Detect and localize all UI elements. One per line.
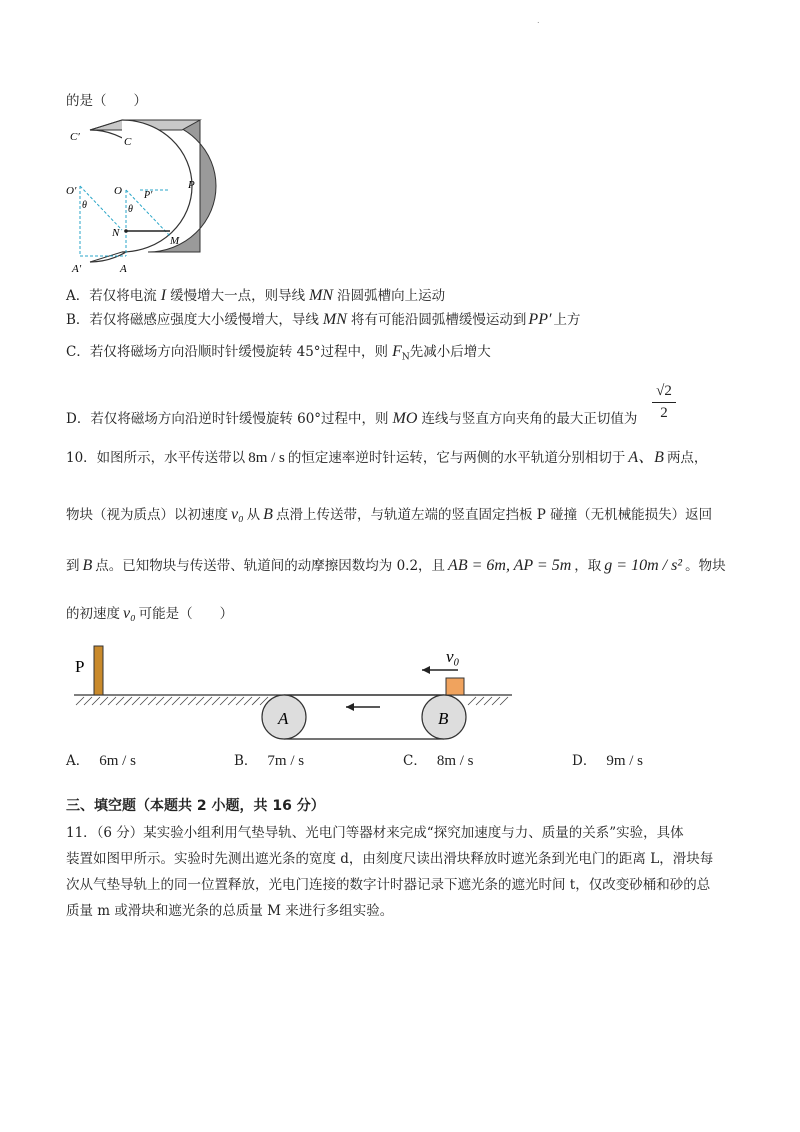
q9-option-a: A．若仅将电流 I 缓慢增大一点，则导线 MN 沿圆弧槽向上运动 [66, 287, 446, 304]
label-a: A [120, 263, 127, 275]
q11-line-1: 11．（6 分）某实验小组利用气垫导轨、光电门等器材来完成“探究加速度与力、质量的关系”实验，具体 [66, 825, 684, 841]
q10-option-a: A． 6m / s [66, 753, 136, 769]
q10-line-2: 物块（视为质点）以初速度 v₀ 从 B 点滑上传送带，与轨道左端的竖直固定挡板 P 碰撞（无机械能损失）返回 [66, 506, 713, 523]
label-a-prime: A′ [72, 263, 82, 275]
groove-figure [62, 112, 222, 277]
q9-d-fraction-num: √2 [656, 383, 672, 399]
q9-option-c: C．若仅将磁场方向沿顺时针缓慢旋转 45°过程中，则 $F_N$先减小后增大 [66, 343, 491, 363]
label-c: C [124, 136, 132, 148]
q9-option-b: B．若仅将磁感应强度大小缓慢增大，导线 MN 将有可能沿圆弧槽缓慢运动到 PP′ 上方 [66, 311, 581, 328]
q11-line-4: 质量 m 或滑块和遮光条的总质量 M 来进行多组实验。 [66, 903, 394, 919]
label-o-prime: O′ [66, 185, 77, 197]
label-m: M [170, 235, 180, 247]
belt-arrow-icon [346, 703, 354, 711]
label-n: N [112, 227, 120, 239]
q9-stem-tail: 的是（ ） [66, 93, 147, 109]
label-roller-b: B [438, 709, 449, 728]
q9-d-fraction-den: 2 [660, 405, 668, 421]
q10-line-4: 的初速度 v₀ 可能是（ ） [66, 605, 234, 622]
q9-option-d: D．若仅将磁场方向沿逆时针缓慢旋转 60°过程中，则 MO 连线与竖直方向夹角的最大正切值为 [66, 410, 638, 427]
q10-line-3: 到 B 点。已知物块与传送带、轨道间的动摩擦因数均为 0.2，且 AB = 6m, AP = 5m ，取 g = 10m / s² 。物块 [66, 557, 726, 574]
label-c-prime: C′ [70, 131, 80, 143]
label-roller-a: A [278, 709, 289, 728]
section-3-title: 三、填空题（本题共 2 小题，共 16 分） [66, 798, 325, 814]
label-p-prime: P′ [144, 190, 153, 201]
q11-line-3: 次从气垫导轨上的同一位置释放，光电门连接的数字计时器记录下遮光条的遮光时间 t，仅改变砂桶和砂的总 [66, 877, 711, 893]
page-mark: . [537, 16, 540, 25]
label-o: O [114, 185, 122, 197]
label-theta-2: θ [128, 204, 133, 215]
label-theta-1: θ [82, 200, 87, 211]
q10-option-c: C． 8m / s [403, 753, 474, 769]
velocity-arrow-icon [422, 666, 430, 674]
label-p: P [188, 179, 195, 191]
q10-option-d: D． 9m / s [572, 753, 644, 769]
q10-line-1: 10．如图所示，水平传送带以 8m / s 的恒定速率逆时针运转，它与两侧的水平轨道分别相切于 A、B 两点， [66, 449, 708, 466]
label-wall-p: P [75, 657, 85, 676]
q11-line-2: 装置如图甲所示。实验时先测出遮光条的宽度 d，由刻度尺读出滑块释放时遮光条到光电门的距离 L，滑块每 [66, 851, 714, 867]
conveyor-figure [70, 640, 520, 750]
q10-option-b: B． 7m / s [234, 753, 305, 769]
label-v0: v₀ [446, 647, 460, 666]
fraction-bar [652, 402, 676, 403]
